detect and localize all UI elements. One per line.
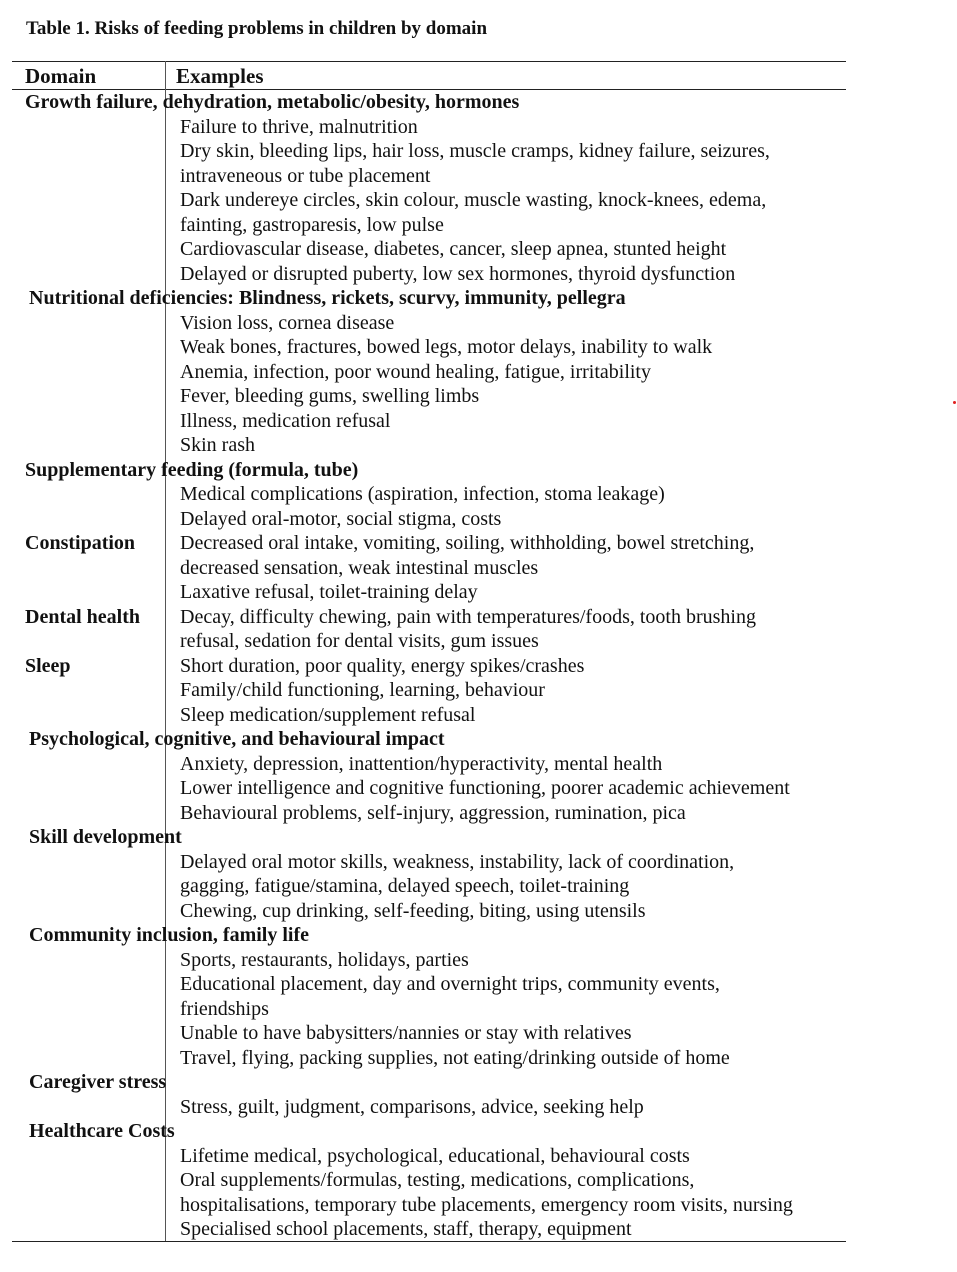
example-text: Lower intelligence and cognitive functioning, poorer academic achievement <box>180 777 790 799</box>
table-row <box>0 433 957 458</box>
table-row <box>0 237 957 262</box>
table-row <box>0 384 957 409</box>
table-row <box>0 801 957 826</box>
table-row <box>0 1095 957 1120</box>
domain-label: Psychological, cognitive, and behavioural impact <box>29 728 445 750</box>
table-body <box>0 90 957 1242</box>
table-row <box>0 139 957 164</box>
column-header-examples: Examples <box>176 64 264 88</box>
example-text: Laxative refusal, toilet-training delay <box>180 581 478 603</box>
table-row <box>0 409 957 434</box>
table-row <box>0 531 957 556</box>
example-text: Delayed oral motor skills, weakness, instability, lack of coordination, <box>180 850 735 873</box>
table-row <box>0 164 957 189</box>
domain-label: Supplementary feeding (formula, tube) <box>25 458 359 481</box>
example-text: Delayed or disrupted puberty, low sex hormones, thyroid dysfunction <box>180 262 736 285</box>
example-text: Family/child functioning, learning, behaviour <box>180 679 545 701</box>
table-row <box>0 1217 957 1242</box>
table-row <box>0 286 957 311</box>
table-row <box>0 360 957 385</box>
domain-label: Growth failure, dehydration, metabolic/obesity, hormones <box>25 91 520 113</box>
domain-label: Healthcare Costs <box>29 1120 175 1142</box>
table-row <box>0 874 957 899</box>
example-text: refusal, sedation for dental visits, gum issues <box>180 630 539 652</box>
example-text: Weak bones, fractures, bowed legs, motor delays, inability to walk <box>180 336 713 358</box>
table-row <box>0 580 957 605</box>
table-row <box>0 482 957 507</box>
example-text: Educational placement, day and overnight trips, community events, <box>180 973 720 995</box>
table-row <box>0 311 957 336</box>
table-row <box>0 654 957 679</box>
example-text: Travel, flying, packing supplies, not eating/drinking outside of home <box>180 1046 730 1069</box>
table-row <box>0 458 957 483</box>
example-text: Short duration, poor quality, energy spikes/crashes <box>180 654 585 677</box>
table-row <box>0 727 957 752</box>
table-row <box>0 997 957 1022</box>
example-text: Illness, medication refusal <box>180 409 391 432</box>
example-text: Cardiovascular disease, diabetes, cancer, sleep apnea, stunted height <box>180 238 727 260</box>
example-text: Skin rash <box>180 434 255 456</box>
example-text: Delayed oral-motor, social stigma, costs <box>180 507 502 530</box>
example-text: intraveneous or tube placement <box>180 164 431 187</box>
example-text: Behavioural problems, self-injury, aggression, rumination, pica <box>180 801 686 824</box>
table-row <box>0 213 957 238</box>
table-row <box>0 776 957 801</box>
domain-label: Skill development <box>29 826 182 848</box>
column-header-domain: Domain <box>25 64 97 88</box>
table-row <box>0 850 957 875</box>
table-row <box>0 899 957 924</box>
example-text: friendships <box>180 997 269 1020</box>
example-text: Sports, restaurants, holidays, parties <box>180 948 469 971</box>
example-text: Dark undereye circles, skin colour, muscle wasting, knock-knees, edema, <box>180 189 767 211</box>
example-text: Sleep medication/supplement refusal <box>180 703 476 726</box>
example-text: Oral supplements/formulas, testing, medications, complications, <box>180 1169 695 1191</box>
table-row <box>0 1144 957 1169</box>
table-row <box>0 923 957 948</box>
example-text: Fever, bleeding gums, swelling limbs <box>180 385 480 407</box>
example-text: hospitalisations, temporary tube placements, emergency room visits, nursing <box>180 1193 793 1216</box>
example-text: Decreased oral intake, vomiting, soiling, withholding, bowel stretching, <box>180 532 755 554</box>
table-row <box>0 678 957 703</box>
table-row <box>0 703 957 728</box>
domain-label: Nutritional deficiencies: Blindness, rickets, scurvy, immunity, pellegra <box>29 287 626 309</box>
domain-label: Sleep <box>25 654 71 677</box>
example-text: Anemia, infection, poor wound healing, fatigue, irritability <box>180 360 651 383</box>
table-row <box>0 90 957 115</box>
table-row <box>0 188 957 213</box>
table-row <box>0 825 957 850</box>
table-row <box>0 1046 957 1071</box>
example-text: fainting, gastroparesis, low pulse <box>180 213 444 236</box>
table-row <box>0 972 957 997</box>
table-row <box>0 1021 957 1046</box>
example-text: Dry skin, bleeding lips, hair loss, muscle cramps, kidney failure, seizures, <box>180 140 770 162</box>
table-row <box>0 1168 957 1193</box>
example-text: gagging, fatigue/stamina, delayed speech, toilet-training <box>180 875 630 897</box>
example-text: Anxiety, depression, inattention/hyperactivity, mental health <box>180 752 663 775</box>
table-row <box>0 629 957 654</box>
example-text: Lifetime medical, psychological, educational, behavioural costs <box>180 1144 690 1167</box>
table-bottom-rule <box>12 1241 846 1242</box>
example-text: Stress, guilt, judgment, comparisons, advice, seeking help <box>180 1095 644 1118</box>
table-row <box>0 1119 957 1144</box>
example-text: Chewing, cup drinking, self-feeding, biting, using utensils <box>180 899 646 922</box>
example-text: Vision loss, cornea disease <box>180 311 395 334</box>
domain-label: Dental health <box>25 605 140 628</box>
table-row <box>0 262 957 287</box>
table-row <box>0 1193 957 1218</box>
table-row <box>0 1070 957 1095</box>
example-text: Failure to thrive, malnutrition <box>180 115 418 138</box>
table-row <box>0 948 957 973</box>
domain-label: Caregiver stress <box>29 1071 167 1093</box>
example-text: Specialised school placements, staff, therapy, equipment <box>180 1218 632 1240</box>
table-caption: Table 1. Risks of feeding problems in children by domain <box>26 18 488 39</box>
table-row <box>0 507 957 532</box>
table-row <box>0 556 957 581</box>
red-mark <box>953 401 956 404</box>
example-text: decreased sensation, weak intestinal muscles <box>180 556 539 579</box>
table-row <box>0 605 957 630</box>
table-row <box>0 335 957 360</box>
example-text: Decay, difficulty chewing, pain with temperatures/foods, tooth brushing <box>180 605 756 628</box>
domain-label: Community inclusion, family life <box>29 924 310 946</box>
table-row <box>0 115 957 140</box>
example-text: Unable to have babysitters/nannies or stay with relatives <box>180 1022 632 1044</box>
table-row <box>0 752 957 777</box>
example-text: Medical complications (aspiration, infection, stoma leakage) <box>180 483 665 505</box>
domain-label: Constipation <box>25 532 136 554</box>
table-top-rule <box>12 61 846 62</box>
